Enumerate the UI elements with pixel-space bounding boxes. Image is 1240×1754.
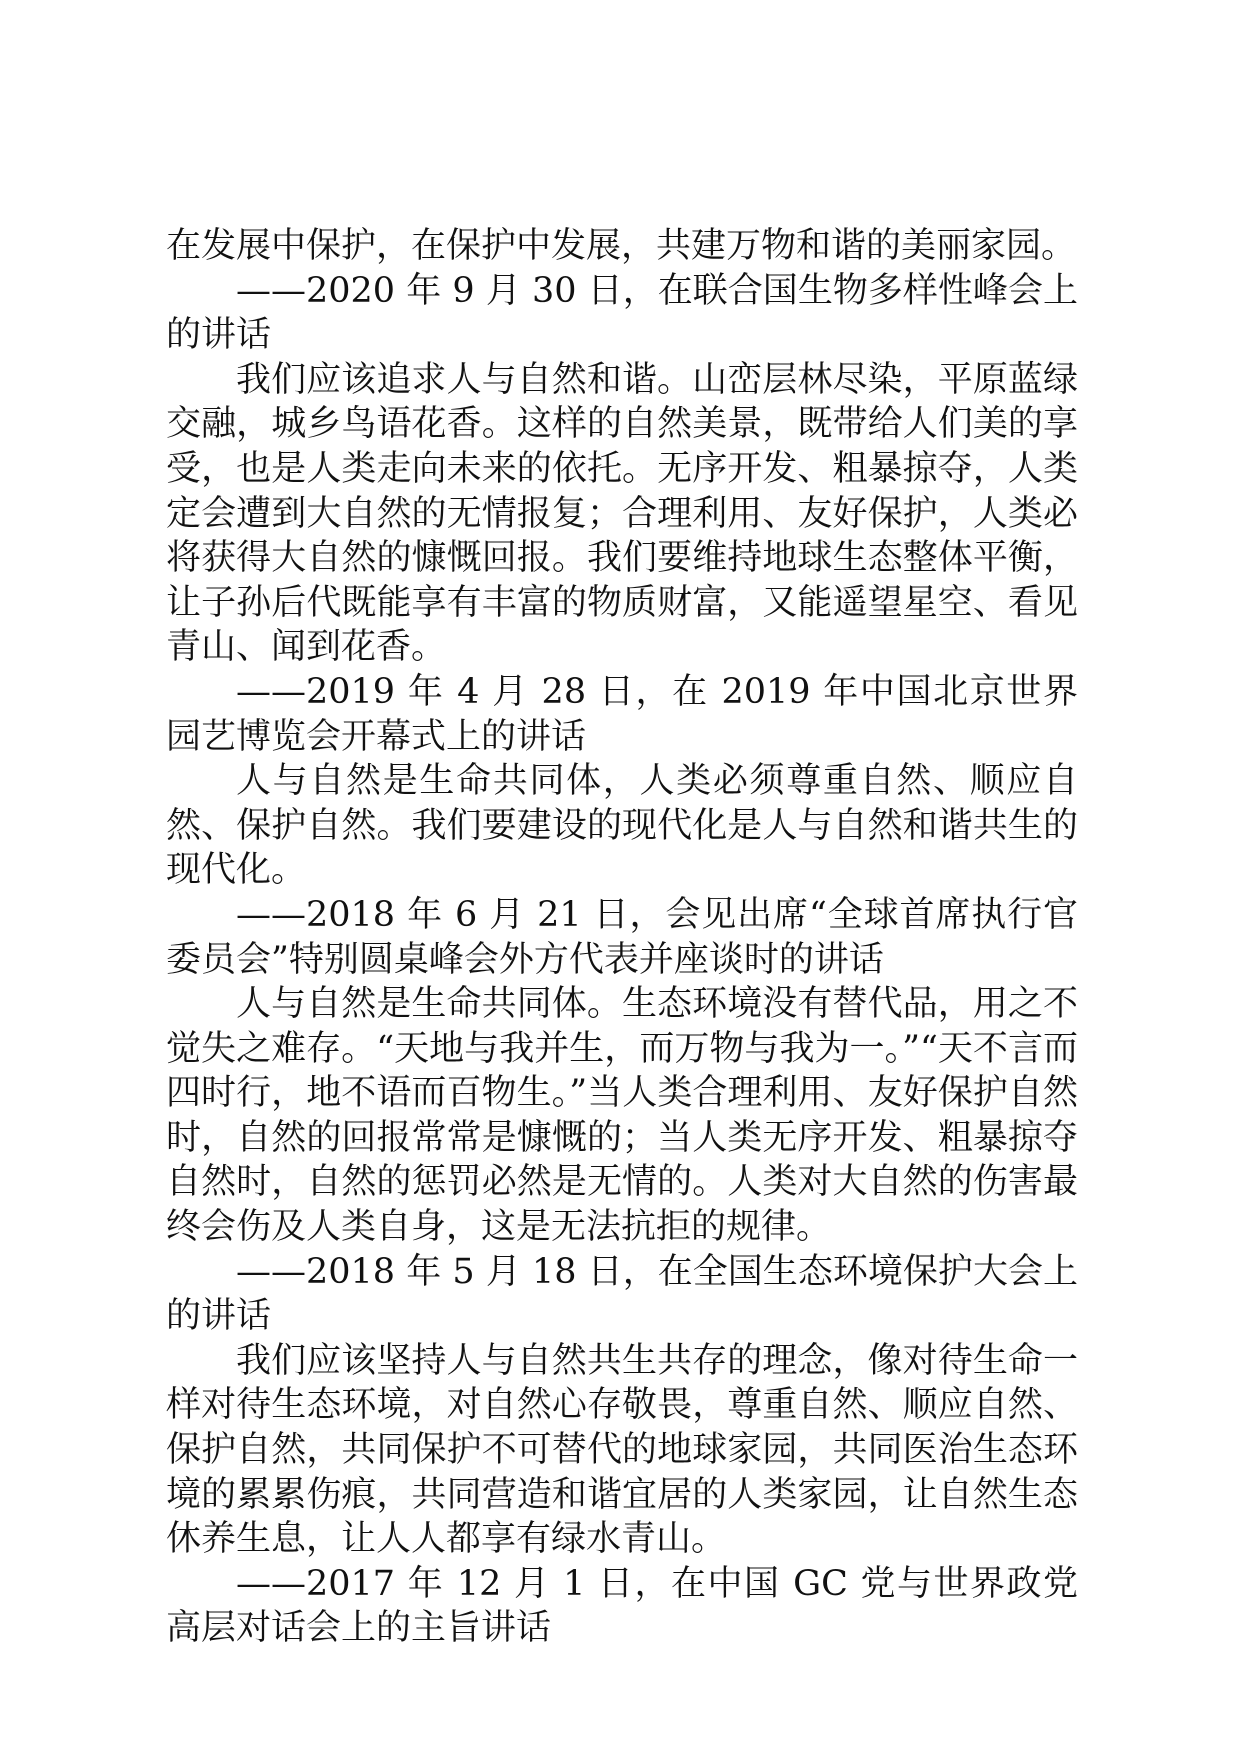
document-page xyxy=(166,224,1078,1651)
quote-paragraph: 我们应该坚持人与自然共生共存的理念，像对待生命一样对待生态环境，对自然心存敬畏，尊重自然、顺应自然、保护自然，共同保护不可替代的地球家园，共同医治生态环境的累累伤痕，共同营造和谐宜居的人类家园，让自然生态休养生息，让人人都享有绿水青山。 xyxy=(166,1340,1078,1560)
quote-paragraph: 人与自然是生命共同体，人类必须尊重自然、顺应自然、保护自然。我们要建设的现代化是人与自然和谐共生的现代化。 xyxy=(166,761,1078,891)
speech-source-2017-12-01: ——2017 年 12 月 1 日，在中国 GC 党与世界政党高层对话会上的主旨讲话 xyxy=(166,1563,1078,1649)
speech-source-2018-05-18: ——2018 年 5 月 18 日，在全国生态环境保护大会上的讲话 xyxy=(166,1251,1078,1337)
speech-source-2018-06-21: ——2018 年 6 月 21 日，会见出席“全球首席执行官委员会”特别圆桌峰会外方代表并座谈时的讲话 xyxy=(166,894,1078,980)
speech-source-2019-04-28: ——2019 年 4 月 28 日，在 2019 年中国北京世界园艺博览会开幕式上的讲话 xyxy=(166,671,1078,757)
quote-paragraph: 我们应该追求人与自然和谐。山峦层林尽染，平原蓝绿交融，城乡鸟语花香。这样的自然美景，既带给人们美的享受，也是人类走向未来的依托。无序开发、粗暴掠夺，人类定会遭到大自然的无情报复；合理利用、友好保护，人类必将获得大自然的慷慨回报。我们要维持地球生态整体平衡，让子孙后代既能享有丰富的物质财富，又能遥望星空、看见青山、闻到花香。 xyxy=(166,359,1078,668)
quote-paragraph: 人与自然是生命共同体。生态环境没有替代品，用之不觉失之难存。“天地与我并生，而万物与我为一。”“天不言而四时行，地不语而百物生。”当人类合理利用、友好保护自然时，自然的回报常常是慷慨的；当人类无序开发、粗暴掠夺自然时，自然的惩罚必然是无情的。人类对大自然的伤害最终会伤及人类自身，这是无法抗拒的规律。 xyxy=(166,984,1078,1248)
speech-source-2020-09-30: ——2020 年 9 月 30 日，在联合国生物多样性峰会上的讲话 xyxy=(166,270,1078,356)
continuation-paragraph: 在发展中保护，在保护中发展，共建万物和谐的美丽家园。 xyxy=(166,226,1077,266)
